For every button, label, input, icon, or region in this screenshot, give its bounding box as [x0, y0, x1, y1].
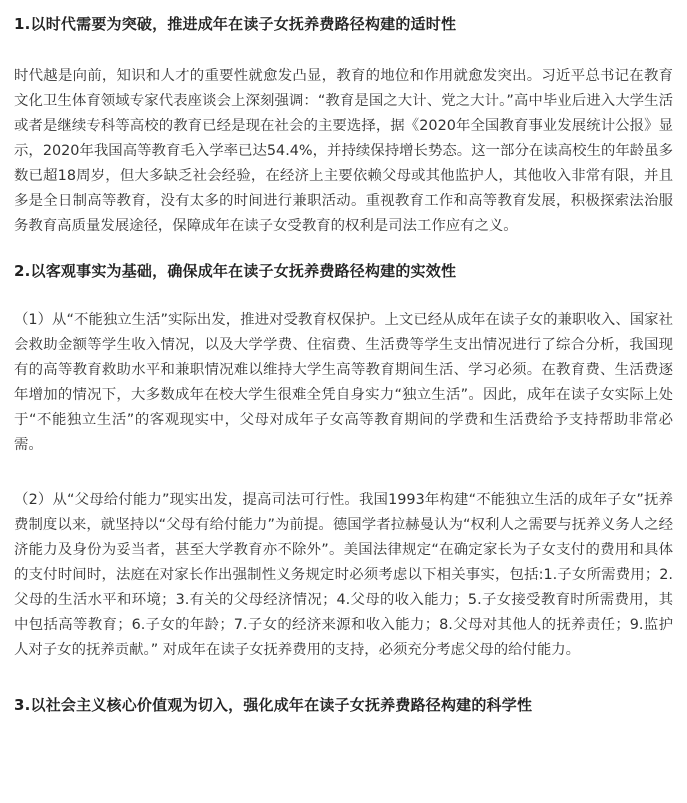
section-heading-2: 2.以客观事实为基础，确保成年在读子女抚养费路径构建的实效性: [14, 262, 457, 280]
section-heading-1: 1.以时代需要为突破，推进成年在读子女抚养费路径构建的适时性: [14, 15, 457, 33]
paragraph-3: （2）从“父母给付能力”现实出发，提高司法可行性。我国1993年构建“不能独立生活的成年子女”抚养费制度以来，就坚持以“父母有给付能力”为前提。德国学者拉赫曼认为“权利人之需要与抚养义务人之经济能力及身份为妥当者，甚至大学教育亦不除外”。美国法律规定“在确定家长为子女支付的费用和具体的支付时间时，法庭在对家长作出强制性义务规定时必须考虑以下相关事实，包括:1.子女所需费用；2.父母的生活水平和环境；3.有关的父母经济情况；4.父母的收入能力；5.子女接受教育时所需费用，其中包括高等教育；6.子女的年龄；7.子女的经济来源和收入能力；8.父母对其他人的抚养责任；9.监护人对子女的抚养贡献。” 对成年在读子女抚养费用的支持，必须充分考虑父母的给付能力。: [14, 492, 673, 658]
section-heading-3: 3.以社会主义核心价值观为切入，强化成年在读子女抚养费路径构建的科学性: [14, 696, 533, 714]
paragraph-1: 时代越是向前，知识和人才的重要性就愈发凸显，教育的地位和作用就愈发突出。习近平总书记在教育文化卫生体育领域专家代表座谈会上深刻强调：“教育是国之大计、党之大计。”高中毕业后进入大学生活或者是继续专科等高校的教育已经是现在社会的主要选择，据《2020年全国教育事业发展统计公报》显示，2020年我国高等教育毛入学率已达54.4%，并持续保持增长势态。这一部分在读高校生的年龄虽多数已超18周岁，但大多缺乏社会经验，在经济上主要依赖父母或其他监护人，其他收入非常有限，并且多是全日制高等教育，没有太多的时间进行兼职活动。重视教育工作和高等教育发展，积极探索法治服务教育高质量发展途径，保障成年在读子女受教育的权利是司法工作应有之义。: [14, 68, 673, 234]
paragraph-2: （1）从“不能独立生活”实际出发，推进对受教育权保护。上文已经从成年在读子女的兼职收入、国家社会救助金额等学生收入情况，以及大学学费、住宿费、生活费等学生支出情况进行了综合分析，我国现有的高等教育救助水平和兼职情况难以维持大学生高等教育期间生活、学习必须。在教育费、生活费逐年增加的情况下，大多数成年在校大学生很难全凭自身实力“独立生活”。因此，成年在读子女实际上处于“不能独立生活”的客观现实中，父母对成年子女高等教育期间的学费和生活费给予支持帮助非常必需。: [14, 312, 673, 453]
